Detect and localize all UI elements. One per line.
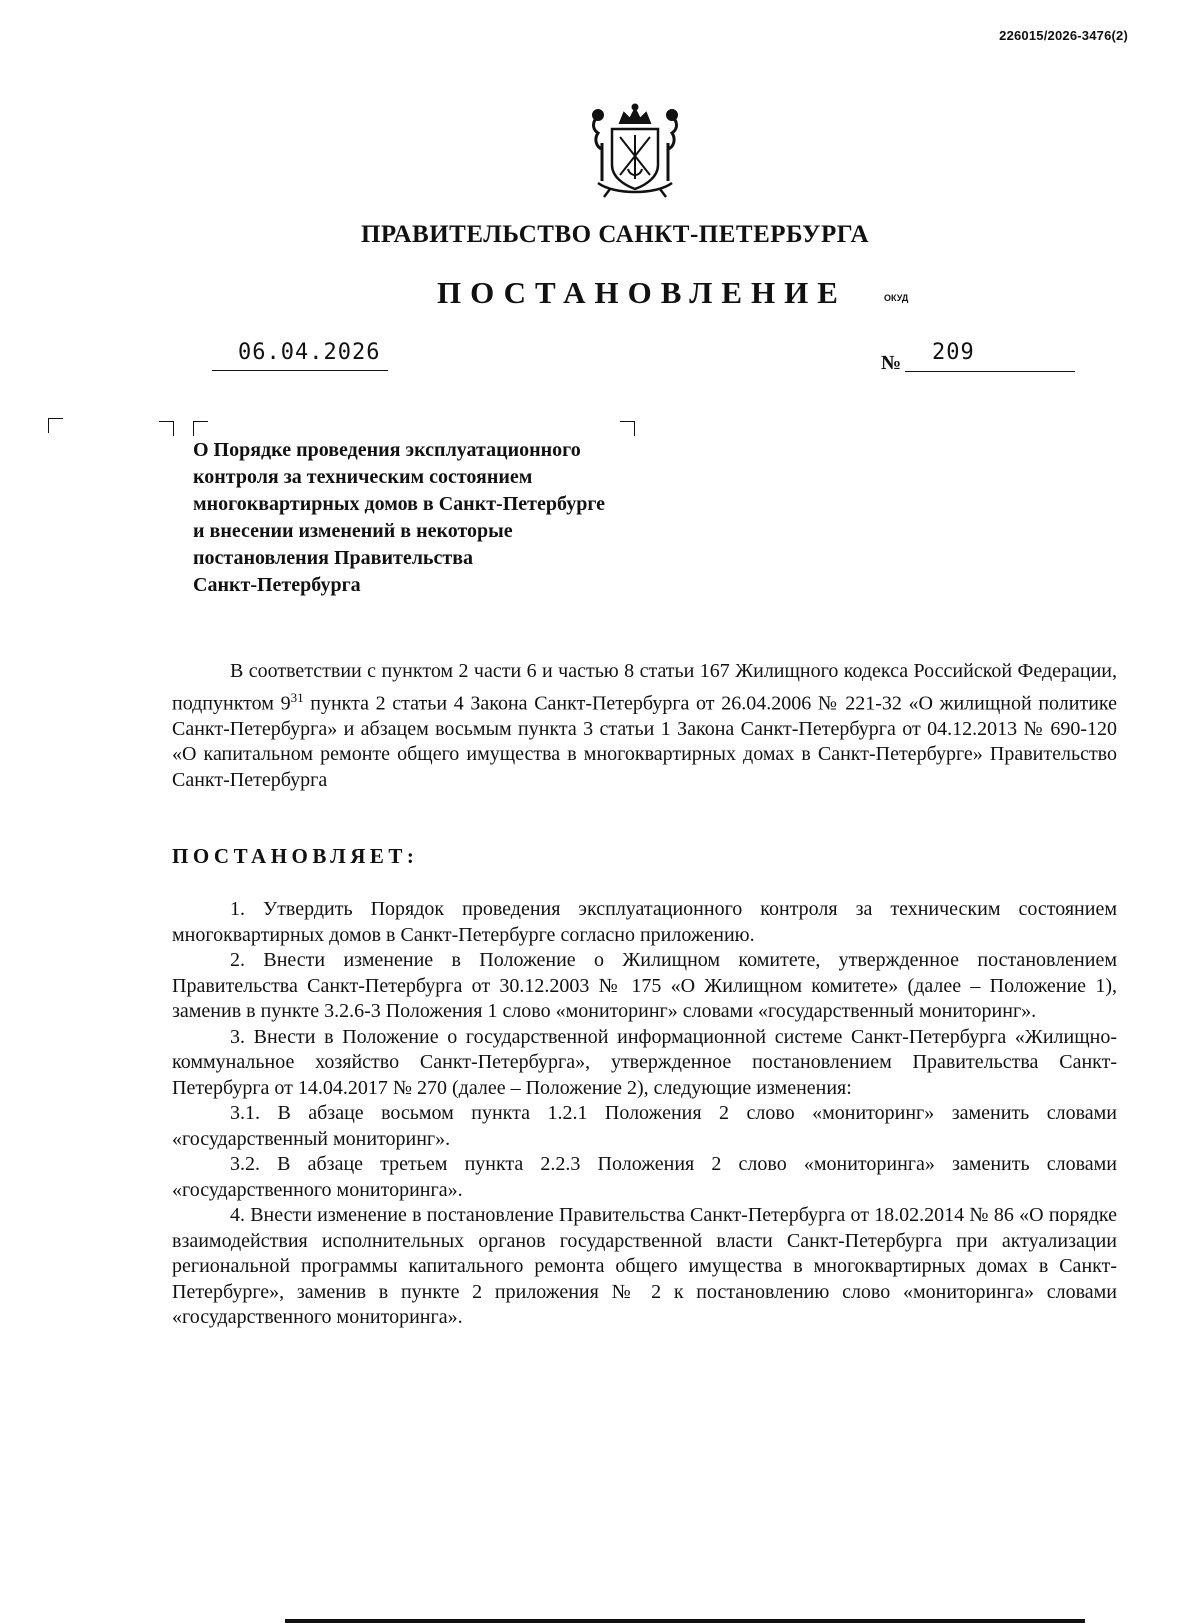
- corner-mark: [193, 421, 208, 436]
- resolution-item: 3. Внести в Положение о государственной информационной системе Санкт-Петербурга «Жилищно-коммунальное хозяйство Санкт-Петербурга», утвержденное постановлением Правительства Санкт-Петербурга от 14.04.2017 № 270 (далее – Положение 2), следующие изменения:: [172, 1025, 1117, 1099]
- number-label: №: [881, 352, 902, 374]
- date-underline: [212, 370, 388, 371]
- preamble-text-start: В соответствии с пунктом 2 части 6 и частью 8 статьи 167 Жилищного кодекса Российской Федерации, подпунктом 9: [172, 660, 1117, 715]
- st-petersburg-coat-of-arms-icon: [584, 103, 686, 200]
- okud-label: ОКУД: [884, 293, 909, 303]
- document-date: 06.04.2026: [238, 340, 381, 365]
- subject-line: и внесении изменений в некоторые: [193, 520, 513, 542]
- registration-number: 226015/2026-3476(2): [999, 28, 1128, 43]
- scan-edge: [285, 1619, 1085, 1623]
- corner-mark: [159, 421, 174, 436]
- subject-line: контроля за техническим состоянием: [193, 466, 533, 488]
- document-number: 209: [932, 340, 975, 365]
- resolves-heading: ПОСТАНОВЛЯЕТ:: [172, 844, 419, 868]
- subject-line: О Порядке проведения эксплуатационного: [193, 439, 581, 461]
- document-subject: [193, 437, 733, 599]
- resolution-item: 1. Утвердить Порядок проведения эксплуатационного контроля за техническим состоянием многоквартирных домов в Санкт-Петербурге согласно приложению.: [172, 898, 1117, 946]
- corner-mark: [620, 421, 635, 436]
- resolution-item: 2. Внести изменение в Положение о Жилищном комитете, утвержденное постановлением Правительства Санкт-Петербурга от 30.12.2003 № 175 «О Жилищном комитете» (далее – Положение 1), заменив в пункте 3.2.6-3 Положения 1 слово «мониторинг» словами «государственный мониторинг».: [172, 949, 1117, 1022]
- preamble: [172, 659, 1117, 793]
- number-underline: [905, 371, 1075, 372]
- resolution-items: [172, 897, 1117, 1331]
- preamble-superscript: 31: [290, 689, 304, 705]
- preamble-paragraph: [172, 659, 1117, 793]
- document-type: ПОСТАНОВЛЕНИЕ: [437, 275, 847, 310]
- resolution-item: 3.1. В абзаце восьмом пункта 1.2.1 Положения 2 слово «мониторинг» заменить словами «государственный мониторинг».: [172, 1102, 1117, 1150]
- preamble-text-end: пункта 2 статьи 4 Закона Санкт-Петербурга от 26.04.2006 № 221-32 «О жилищной политике Санкт-Петербурга» и абзацем восьмым пункта 3 статьи 1 Закона Санкт-Петербурга от 04.12.2013 № 690-120 «О капитальном ремонте общего имущества в многоквартирных домах в Санкт-Петербурге» Правительство Санкт-Петербурга: [172, 692, 1117, 791]
- resolution-item: 3.2. В абзаце третьем пункта 2.2.3 Положения 2 слово «мониторинга» заменить словами «государственного мониторинга».: [172, 1153, 1117, 1201]
- subject-line: Санкт-Петербурга: [193, 574, 361, 596]
- subject-line: многоквартирных домов в Санкт-Петербурге: [193, 493, 606, 515]
- corner-mark: [48, 418, 63, 433]
- government-title: ПРАВИТЕЛЬСТВО САНКТ-ПЕТЕРБУРГА: [360, 221, 870, 248]
- subject-line: постановления Правительства: [193, 547, 473, 569]
- resolution-item: 4. Внести изменение в постановление Правительства Санкт-Петербурга от 18.02.2014 № 86 «О порядке взаимодействия исполнительных органов государственной власти Санкт-Петербурга при актуализации региональной программы капитального ремонта общего имущества в многоквартирных домах в Санкт-Петербурге», заменив в пункте 2 приложения № 2 к постановлению слово «мониторинга» словами «государственного мониторинга».: [172, 1204, 1117, 1328]
